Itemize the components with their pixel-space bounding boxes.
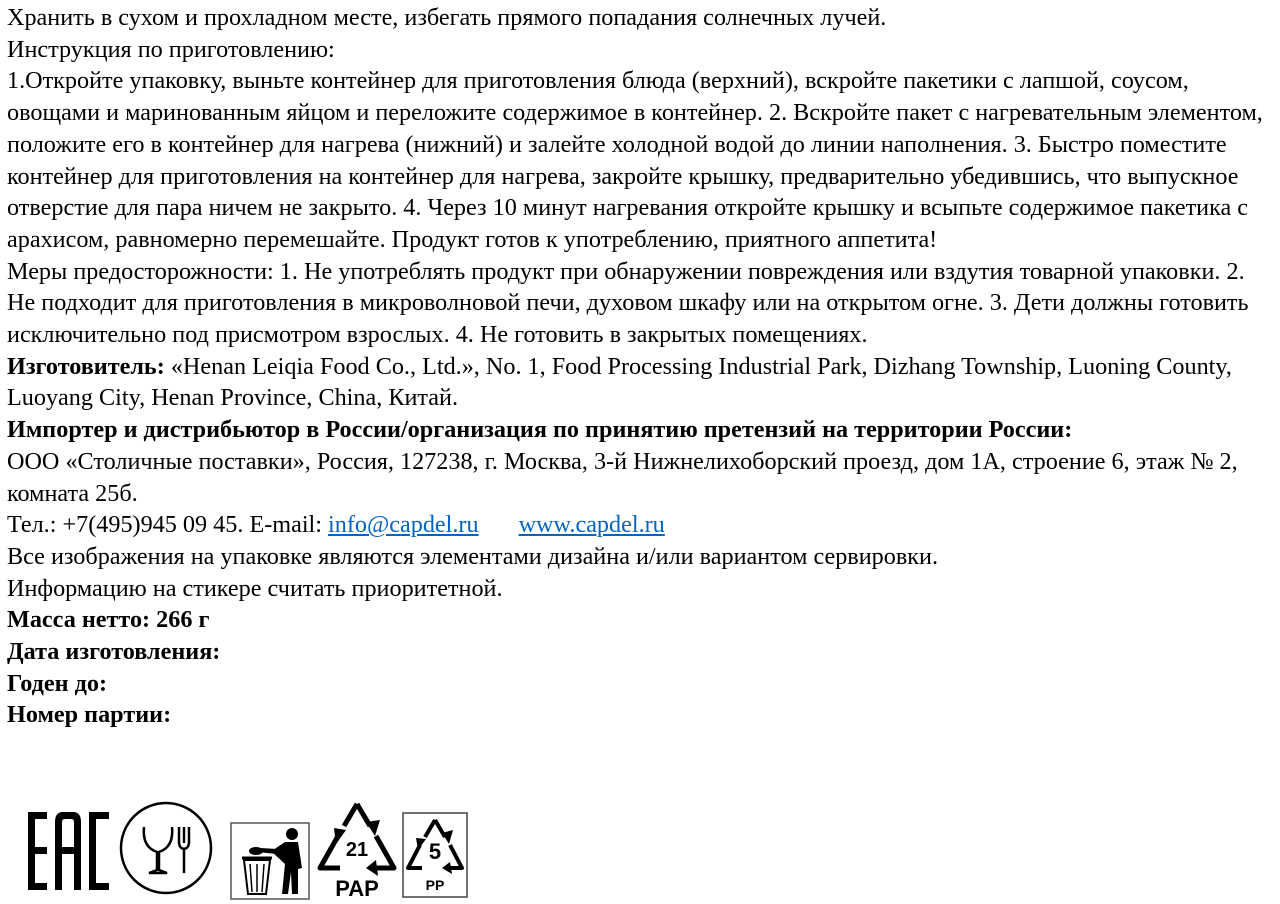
- manufacture-date: [7, 636, 1275, 668]
- phone-text: Тел.: +7(495)945 09 45. E-mail:: [7, 511, 329, 539]
- precautions-text: Меры предосторожности: 1. Не употреблять продукт при обнаружении повреждения или вздутия товарной упаковки. 2. Не подходит для приготовления в микроволновой печи, духовом шкафу или на открытом огне. 3. Дети должны готовить исключительно под присмотром взрослых. 4. Не готовить в закрытых помещениях.: [7, 257, 1249, 349]
- plastic-recycling-number: 5: [428, 839, 442, 864]
- instructions-heading: Инструкция по приготовлению:: [7, 35, 335, 63]
- tidyman-icon: [230, 822, 310, 900]
- paper-recycling-code: PAP: [335, 876, 379, 900]
- website-link[interactable]: www.capdel.ru: [518, 511, 665, 539]
- net-weight-text: Масса нетто: 266 г: [7, 606, 210, 634]
- contacts-line: [7, 509, 1275, 541]
- importer-text: ООО «Столичные поставки», Россия, 127238, г. Москва, 3-й Нижнелихоборский проезд, дом 1А, строение 6, этаж № 2, комната 25б.: [7, 447, 1238, 507]
- plastic-recycling-code: PP: [425, 877, 445, 893]
- plastic-recycling-icon: [402, 812, 468, 898]
- manufacturer-label: Изготовитель:: [7, 352, 165, 380]
- best-before: [7, 668, 1275, 700]
- importer-label-text: Импортер и дистрибьютор в России/организация по принятию претензий на территории России:: [7, 416, 1073, 444]
- manufacturer-text: «Henan Leiqia Food Co., Ltd.», No. 1, Food Processing Industrial Park, Dizhang Township, Luoning County, Luoyang City, Henan Province, China, Китай.: [7, 352, 1232, 412]
- label-text: [7, 2, 1275, 731]
- best-before-text: Годен до:: [7, 669, 107, 697]
- paper-recycling-icon: [314, 800, 400, 900]
- instructions-text: 1.Откройте упаковку, выньте контейнер для приготовления блюда (верхний), вскройте пакетики с лапшой, соусом, овощами и маринованным яйцом и переложите содержимое в контейнер. 2. Вскройте пакет с нагревательным элементом, положите его в контейнер для нагрева (нижний) и залейте холодной водой до линии наполнения. 3. Быстро поместите контейнер для приготовления на контейнер для нагрева, закройте крышку, предварительно убедившись, что выпускное отверстие для пара ничем не закрыто. 4. Через 10 минут нагревания откройте крышку и всыпьте содержимое пакетика с арахисом, равномерно перемешайте. Продукт готов к употреблению, приятного аппетита!: [7, 67, 1263, 253]
- batch-number-text: Номер партии:: [7, 701, 172, 729]
- email-link[interactable]: info@capdel.ru: [328, 511, 479, 539]
- paper-recycling-number: 21: [345, 839, 369, 861]
- eac-mark-icon: [28, 812, 110, 890]
- manufacturer-line: [7, 351, 1275, 414]
- importer-label: [7, 414, 1275, 446]
- glass-fork-icon: [118, 800, 214, 896]
- certification-symbols: [0, 796, 1280, 904]
- net-weight: [7, 604, 1275, 636]
- design-note: Все изображения на упаковке являются элементами дизайна и/или вариантом сервировки.: [7, 542, 939, 570]
- sticker-note: Информацию на стикере считать приоритетной.: [7, 574, 503, 602]
- storage-conditions: Хранить в сухом и прохладном месте, избегать прямого попадания солнечных лучей.: [7, 4, 887, 31]
- manufacture-date-text: Дата изготовления:: [7, 638, 221, 666]
- batch-number: [7, 699, 1275, 731]
